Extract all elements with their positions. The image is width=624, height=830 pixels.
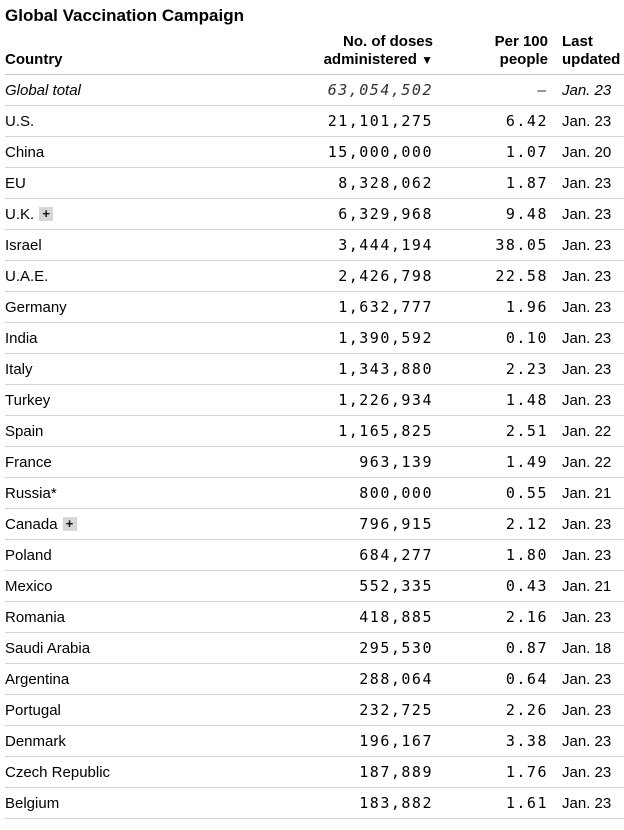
table-row: [5, 788, 624, 819]
cell-last-updated: Jan. 23: [548, 540, 624, 571]
cell-doses: 552,335: [205, 571, 433, 602]
cell-country: [5, 695, 205, 726]
cell-last-updated: Jan. 23: [548, 230, 624, 261]
table-row: [5, 323, 624, 354]
table-row: [5, 571, 624, 602]
country-name: Mexico: [5, 577, 53, 595]
expand-icon[interactable]: +: [39, 207, 53, 221]
cell-doses: 232,725: [205, 695, 433, 726]
cell-per100: 0.87: [433, 633, 548, 664]
cell-per100: 1.96: [433, 292, 548, 323]
expand-icon[interactable]: +: [63, 517, 77, 531]
cell-country: [5, 447, 205, 478]
cell-doses: 800,000: [205, 478, 433, 509]
country-name: Saudi Arabia: [5, 639, 91, 657]
cell-last-updated: Jan. 23: [548, 385, 624, 416]
country-name: India: [5, 329, 38, 347]
header-per-line2: people: [499, 51, 548, 68]
cell-doses: 1,226,934: [205, 385, 433, 416]
cell-doses: 418,885: [205, 602, 433, 633]
table-row: [5, 106, 624, 137]
header-last-line2: updated: [562, 51, 621, 68]
cell-country: [5, 354, 205, 385]
cell-country: [5, 664, 205, 695]
cell-doses: 796,915: [205, 509, 433, 540]
cell-country: [5, 726, 205, 757]
cell-last-updated: Jan. 23: [548, 757, 624, 788]
cell-last-updated: Jan. 23: [548, 292, 624, 323]
table-row: [5, 137, 624, 168]
country-name: U.K.: [5, 205, 35, 223]
table-header-row: [5, 30, 624, 75]
cell-country: [5, 75, 205, 106]
table-row: [5, 385, 624, 416]
cell-per100: 2.16: [433, 602, 548, 633]
cell-last-updated: Jan. 23: [548, 509, 624, 540]
cell-doses: 1,390,592: [205, 323, 433, 354]
cell-per100: 38.05: [433, 230, 548, 261]
table-row: [5, 664, 624, 695]
cell-last-updated: Jan. 22: [548, 416, 624, 447]
cell-last-updated: Jan. 23: [548, 664, 624, 695]
country-name: Canada: [5, 515, 58, 533]
cell-last-updated: Jan. 23: [548, 261, 624, 292]
cell-per100: 6.42: [433, 106, 548, 137]
cell-per100: 1.07: [433, 137, 548, 168]
cell-last-updated: Jan. 21: [548, 478, 624, 509]
cell-last-updated: Jan. 23: [548, 695, 624, 726]
cell-country: [5, 757, 205, 788]
country-name: Romania: [5, 608, 66, 626]
cell-per100: 2.23: [433, 354, 548, 385]
country-name: Germany: [5, 298, 67, 316]
cell-last-updated: Jan. 21: [548, 571, 624, 602]
cell-doses: 21,101,275: [205, 106, 433, 137]
country-name: EU: [5, 174, 26, 192]
column-header-per100[interactable]: [433, 30, 548, 75]
table-body: [5, 75, 624, 819]
page-title: Global Vaccination Campaign: [5, 6, 244, 25]
cell-per100: 2.51: [433, 416, 548, 447]
vaccination-table-widget: [0, 6, 619, 819]
vaccination-table: [5, 30, 624, 819]
cell-country: [5, 509, 205, 540]
cell-country: [5, 602, 205, 633]
country-name: Turkey: [5, 391, 51, 409]
country-name: France: [5, 453, 52, 471]
cell-doses: 1,165,825: [205, 416, 433, 447]
header-doses-line1: No. of doses: [342, 33, 433, 50]
cell-doses: 295,530: [205, 633, 433, 664]
table-row: [5, 199, 624, 230]
cell-last-updated: Jan. 23: [548, 199, 624, 230]
cell-last-updated: Jan. 23: [548, 75, 624, 106]
cell-per100: 3.38: [433, 726, 548, 757]
cell-per100: 1.48: [433, 385, 548, 416]
cell-doses: 183,882: [205, 788, 433, 819]
cell-country: [5, 571, 205, 602]
cell-doses: 196,167: [205, 726, 433, 757]
table-row: [5, 602, 624, 633]
cell-country: [5, 385, 205, 416]
cell-country: [5, 633, 205, 664]
cell-country: [5, 540, 205, 571]
table-row: [5, 354, 624, 385]
cell-doses: 187,889: [205, 757, 433, 788]
cell-per100: 1.49: [433, 447, 548, 478]
table-row: [5, 509, 624, 540]
cell-country: [5, 199, 205, 230]
cell-country: [5, 416, 205, 447]
cell-country: [5, 230, 205, 261]
cell-doses: 684,277: [205, 540, 433, 571]
cell-country: [5, 137, 205, 168]
cell-doses: 63,054,502: [205, 75, 433, 106]
cell-country: [5, 261, 205, 292]
country-name: Argentina: [5, 670, 70, 688]
table-row: [5, 540, 624, 571]
country-name: Poland: [5, 546, 52, 564]
cell-doses: 15,000,000: [205, 137, 433, 168]
country-name: Denmark: [5, 732, 66, 750]
cell-per100: 2.12: [433, 509, 548, 540]
table-row: [5, 447, 624, 478]
table-row: [5, 292, 624, 323]
table-row: [5, 261, 624, 292]
table-row: [5, 75, 624, 106]
country-name: Italy: [5, 360, 33, 378]
cell-last-updated: Jan. 23: [548, 168, 624, 199]
header-doses-line2: administered: [323, 51, 417, 68]
cell-country: [5, 323, 205, 354]
table-row: [5, 230, 624, 261]
country-name: Spain: [5, 422, 44, 440]
table-row: [5, 726, 624, 757]
country-name: Russia*: [5, 484, 57, 502]
header-per-line1: Per 100: [494, 33, 548, 50]
table-row: [5, 416, 624, 447]
country-name: Czech Republic: [5, 763, 111, 781]
column-header-country[interactable]: [5, 30, 205, 75]
column-header-doses[interactable]: [205, 30, 433, 75]
cell-per100: 9.48: [433, 199, 548, 230]
cell-doses: 6,329,968: [205, 199, 433, 230]
cell-country: [5, 292, 205, 323]
cell-last-updated: Jan. 23: [548, 602, 624, 633]
cell-last-updated: Jan. 23: [548, 106, 624, 137]
cell-last-updated: Jan. 23: [548, 726, 624, 757]
cell-per100: –: [433, 75, 548, 106]
table-row: [5, 168, 624, 199]
country-name: Belgium: [5, 794, 60, 812]
cell-last-updated: Jan. 23: [548, 354, 624, 385]
cell-per100: 0.43: [433, 571, 548, 602]
cell-per100: 0.64: [433, 664, 548, 695]
country-name: Portugal: [5, 701, 61, 719]
cell-per100: 0.10: [433, 323, 548, 354]
cell-doses: 1,343,880: [205, 354, 433, 385]
sort-descending-icon: ▼: [421, 53, 433, 67]
cell-per100: 0.55: [433, 478, 548, 509]
table-row: [5, 695, 624, 726]
column-header-last-updated[interactable]: [548, 30, 624, 75]
cell-per100: 1.87: [433, 168, 548, 199]
cell-country: [5, 168, 205, 199]
table-row: [5, 633, 624, 664]
cell-last-updated: Jan. 22: [548, 447, 624, 478]
country-name: Global total: [5, 81, 81, 99]
cell-last-updated: Jan. 18: [548, 633, 624, 664]
cell-doses: 3,444,194: [205, 230, 433, 261]
cell-per100: 22.58: [433, 261, 548, 292]
cell-doses: 8,328,062: [205, 168, 433, 199]
cell-country: [5, 788, 205, 819]
country-name: U.A.E.: [5, 267, 49, 285]
header-last-line1: Last: [562, 33, 593, 50]
cell-country: [5, 106, 205, 137]
cell-country: [5, 478, 205, 509]
cell-per100: 1.76: [433, 757, 548, 788]
cell-doses: 963,139: [205, 447, 433, 478]
cell-doses: 288,064: [205, 664, 433, 695]
cell-per100: 2.26: [433, 695, 548, 726]
cell-last-updated: Jan. 20: [548, 137, 624, 168]
country-name: China: [5, 143, 45, 161]
cell-per100: 1.80: [433, 540, 548, 571]
cell-doses: 1,632,777: [205, 292, 433, 323]
cell-last-updated: Jan. 23: [548, 788, 624, 819]
header-country-label: Country: [5, 51, 63, 68]
country-name: U.S.: [5, 112, 35, 130]
country-name: Israel: [5, 236, 42, 254]
cell-per100: 1.61: [433, 788, 548, 819]
cell-last-updated: Jan. 23: [548, 323, 624, 354]
table-row: [5, 757, 624, 788]
table-row: [5, 478, 624, 509]
cell-doses: 2,426,798: [205, 261, 433, 292]
